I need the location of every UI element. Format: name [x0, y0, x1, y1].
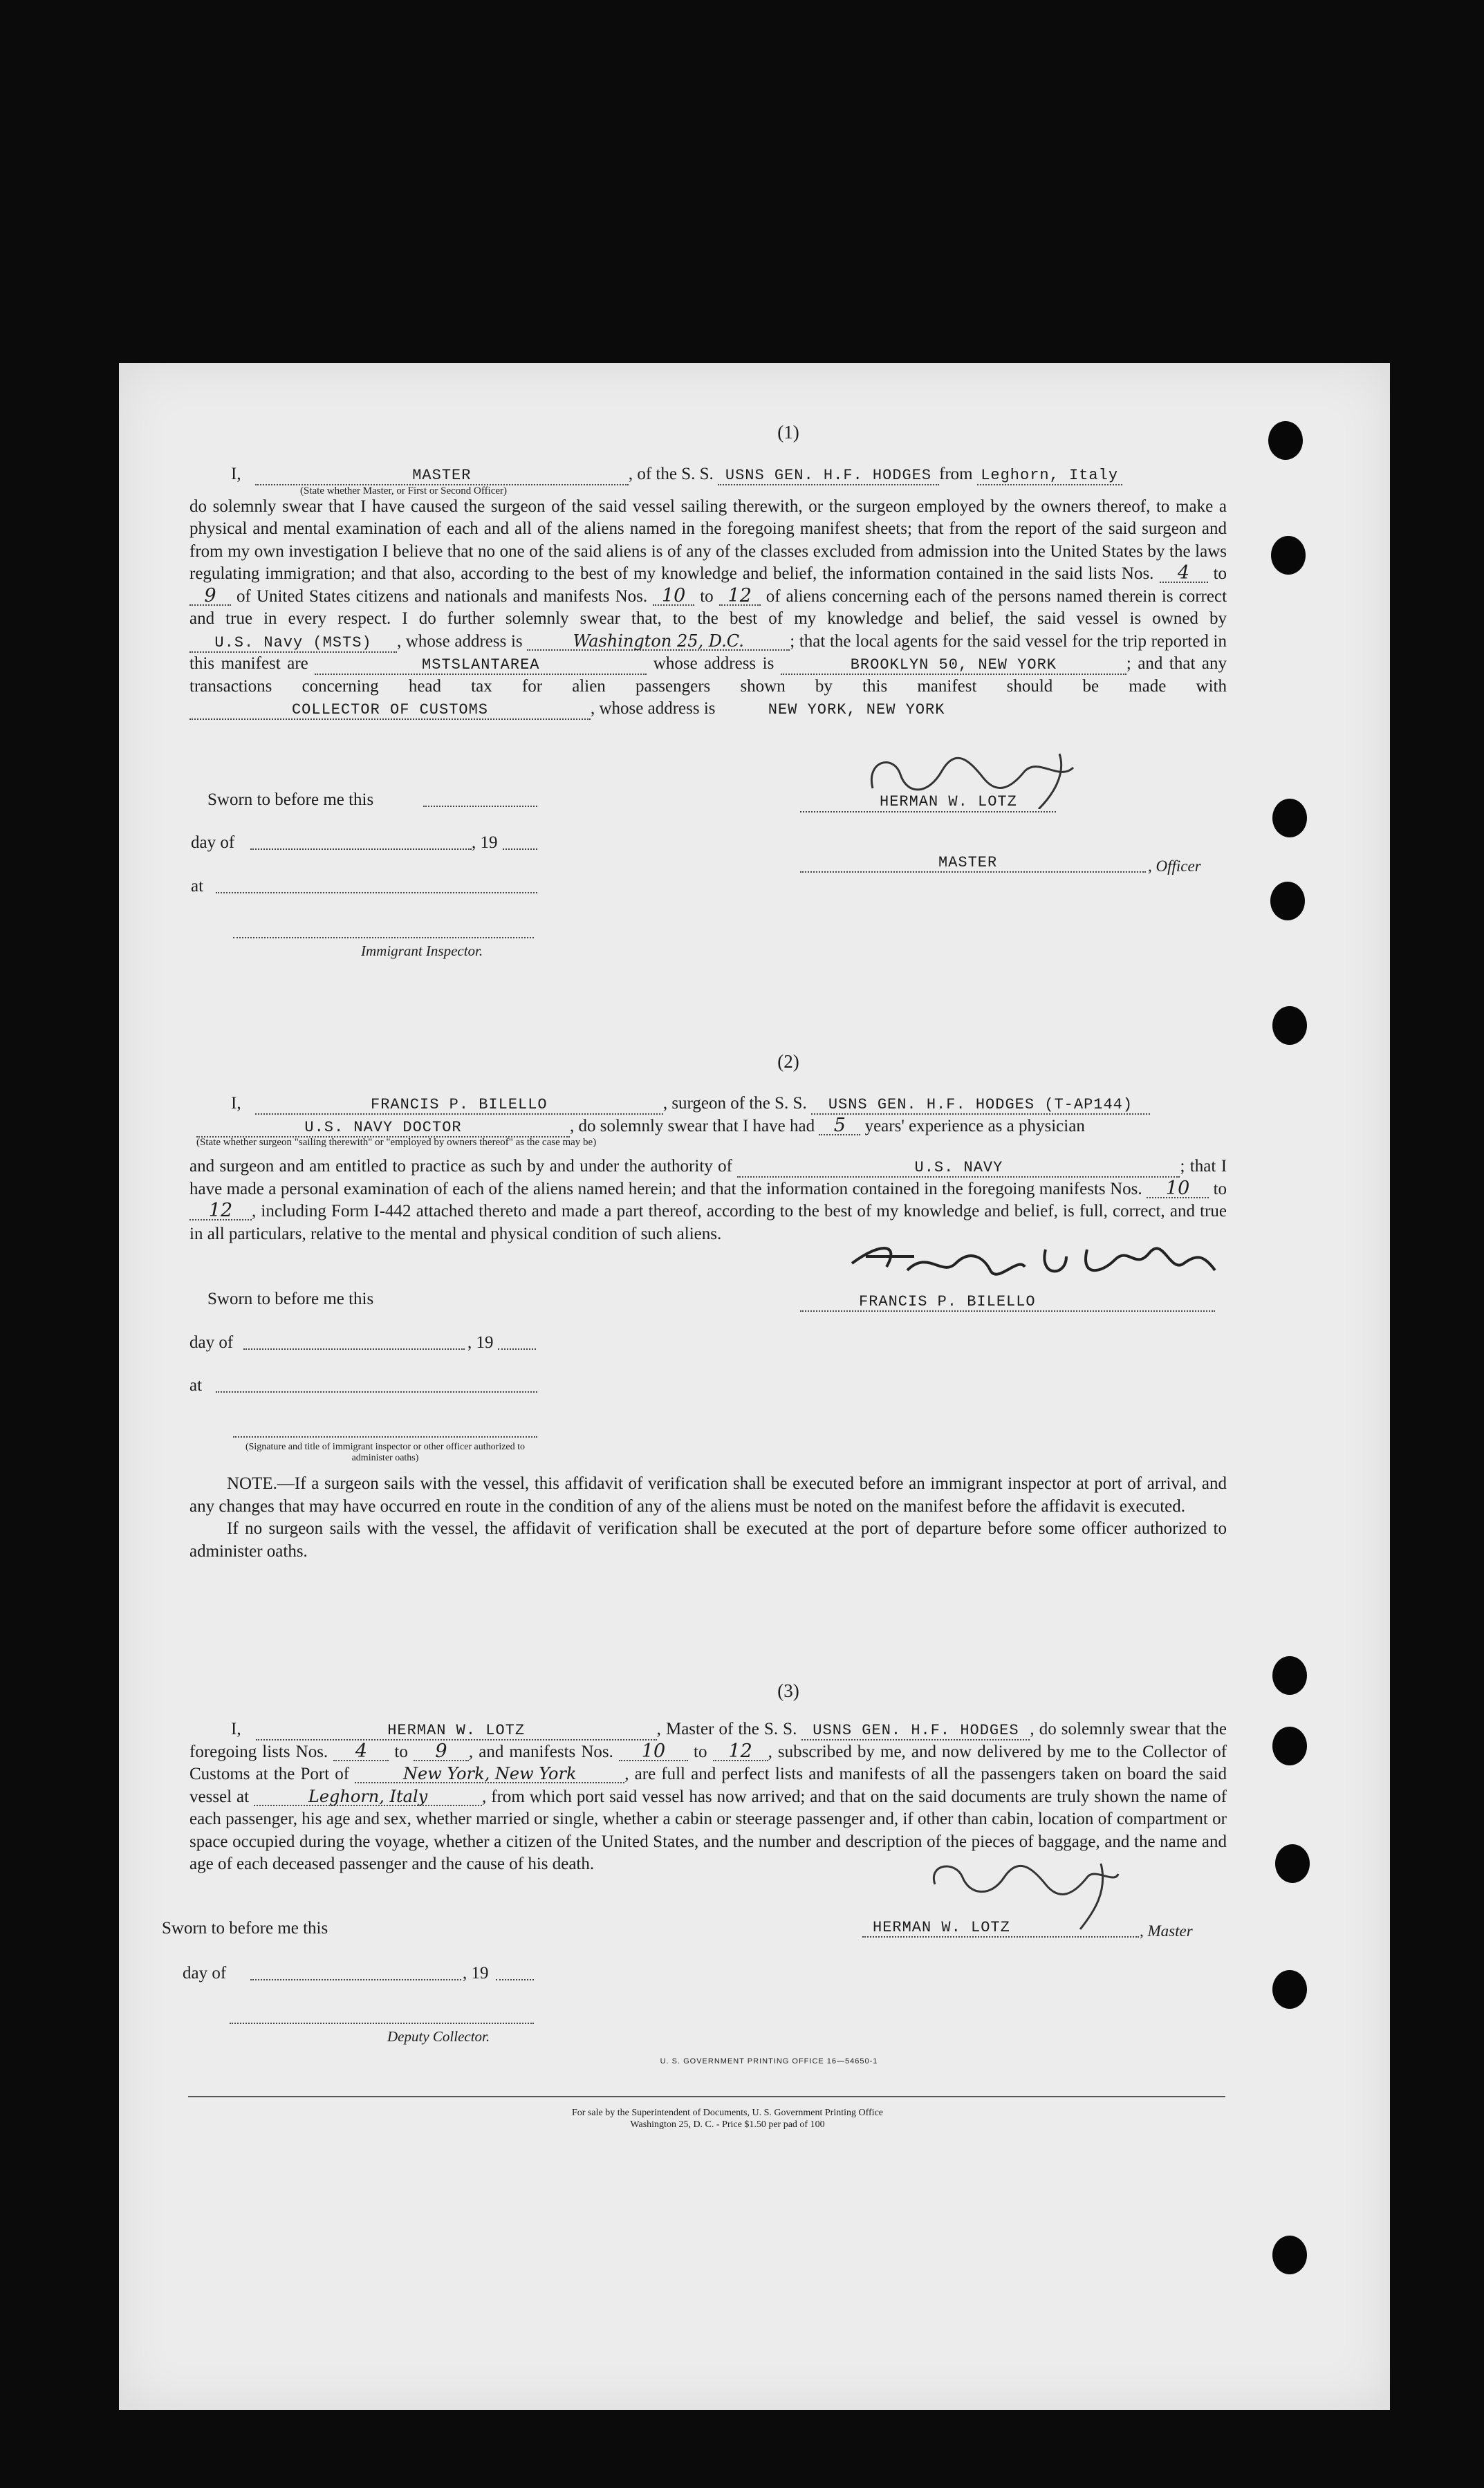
- port-from-field: Leghorn, Italy: [977, 467, 1122, 485]
- section-3-mid: , Master of the S. S.: [656, 1720, 797, 1738]
- section-3-text-4: , are full and perfect lists and manifests of all the passengers taken on board the said vessel at: [189, 1765, 1227, 1806]
- sale-line-2: Washington 25, D. C. - Price $1.50 per pad of 100: [630, 2119, 825, 2130]
- section-1-text-4: ; that the local agents for the said vessel for the trip reported in this manifest are: [189, 631, 1227, 673]
- section-1-number: (1): [777, 422, 799, 443]
- section-3-text-3: , subscribed by me, and now delivered by me to the Collector of Customs at the Port of: [189, 1742, 1227, 1783]
- manifests-to-field: 12: [719, 588, 761, 606]
- day-line-2: [243, 1348, 465, 1350]
- section-2-text-4: ; that I have made a personal examination of each of the aliens named herein; and that the information contained in the foregoing manifests Nos.: [189, 1157, 1227, 1198]
- section-2-oath: [189, 1093, 1227, 1245]
- year-line-1: [503, 848, 537, 850]
- section-3-text-2: , and manifests Nos.: [468, 1742, 613, 1761]
- sale-line-1: For sale by the Superintendent of Documents, U. S. Government Printing Office: [572, 2108, 883, 2118]
- master-sign-line-3: [862, 1936, 1139, 1938]
- gpo-imprint: U. S. GOVERNMENT PRINTING OFFICE 16—54650-1: [660, 2057, 878, 2065]
- sworn-label-2: Sworn to before me this: [207, 1290, 374, 1308]
- rank-note: (State whether Master, or First or Second Officer): [300, 485, 508, 496]
- note-paragraph-1: NOTE.—If a surgeon sails with the vessel, this affidavit of verification shall be executed before an immigrant inspector at port of arrival, and any changes that may have occurred en route in the condition of any of the aliens must be noted on the manifest before the affidavit is executed.: [189, 1474, 1227, 1516]
- lists-from-field-3: 4: [333, 1743, 389, 1761]
- note-paragraph-2: If no surgeon sails with the vessel, the affidavit of verification shall be executed at the port of departure before some officer authorized to administer oaths.: [189, 1519, 1227, 1561]
- surgeon-type-field: U.S. NAVY DOCTOR: [196, 1120, 570, 1138]
- years-field: 5: [819, 1117, 860, 1135]
- officer-line-1: [800, 871, 1146, 873]
- section-1-text-5: whose address is: [653, 654, 775, 673]
- collector-address-field: NEW YORK, NEW YORK: [768, 701, 945, 718]
- surgeon-sign-line: [800, 1310, 1215, 1312]
- punch-hole: [1272, 1970, 1307, 2009]
- vessel-name-field-3: USNS GEN. H.F. HODGES: [801, 1723, 1030, 1740]
- owner-field: U.S. Navy (MSTS): [189, 635, 397, 653]
- punch-hole: [1272, 799, 1307, 837]
- inspector-label-1: Immigrant Inspector.: [361, 943, 483, 959]
- section-1-text-3: , whose address is: [397, 631, 523, 651]
- section-1-text-7: , whose address is: [591, 699, 716, 718]
- section-3-oath: [189, 1718, 1227, 1876]
- surgeon-name-field: FRANCIS P. BILELLO: [255, 1097, 663, 1115]
- year-line-2: [498, 1348, 536, 1350]
- manifest-affidavit-page: [119, 363, 1390, 2410]
- master-signer-name-3: HERMAN W. LOTZ: [873, 1919, 1010, 1936]
- year-line-3: [496, 1979, 534, 1980]
- surgeon-signer-name: FRANCIS P. BILELLO: [859, 1293, 1036, 1310]
- master-sign-line-1: [800, 811, 1056, 813]
- owner-address-field: Washington 25, D.C.: [527, 633, 790, 651]
- punch-hole: [1272, 1727, 1307, 1765]
- section-2-pre: I,: [231, 1094, 241, 1113]
- surgeon-note-block: [189, 1473, 1227, 1563]
- day-line-1: [250, 848, 472, 850]
- to-word-3: to: [394, 1742, 408, 1761]
- sig-note-2: (Signature and title of immigrant inspector or other officer authorized to administer oaths): [245, 1442, 526, 1463]
- inspector-line-2: [233, 1436, 537, 1438]
- master-label-3: , Master: [1140, 1922, 1193, 1940]
- manifests-to-field-2: 12: [189, 1203, 252, 1220]
- to-word-3b: to: [694, 1742, 707, 1761]
- master-signer-name-1: HERMAN W. LOTZ: [880, 793, 1017, 810]
- at-label-1: at: [191, 877, 204, 895]
- section-3-text-1: , do solemnly swear that the foregoing lists Nos.: [189, 1720, 1227, 1761]
- collector-field: COLLECTOR OF CUSTOMS: [189, 702, 591, 720]
- to-word: to: [1213, 564, 1227, 583]
- at-line-2: [216, 1391, 537, 1393]
- section-1-oath: [189, 463, 1227, 721]
- day-line-3: [250, 1979, 461, 1980]
- collector-line-3: [230, 2023, 534, 2024]
- sworn-line-1: [423, 806, 537, 807]
- master-name-field: HERMAN W. LOTZ: [256, 1723, 657, 1740]
- day-of-label-2: day of: [189, 1333, 234, 1352]
- lists-from-field: 4: [1160, 565, 1208, 583]
- lists-to-field-3: 9: [414, 1743, 469, 1761]
- section-2-text-3: and surgeon and am entitled to practice as such by and under the authority of: [189, 1157, 733, 1176]
- section-3-pre: I,: [231, 1720, 241, 1738]
- punch-hole: [1268, 421, 1303, 460]
- port-from-field-3: Leghorn, Italy: [254, 1788, 482, 1806]
- sworn-label-3: Sworn to before me this: [162, 1919, 328, 1938]
- to-word: to: [700, 586, 714, 606]
- punch-hole: [1272, 1656, 1307, 1695]
- sworn-label-1: Sworn to before me this: [207, 790, 374, 809]
- surgeon-note: (State whether surgeon "sailing therewith" or "employed by owners thereof" as the case may be): [196, 1137, 597, 1148]
- section-1-text-2a: of United States citizens and nationals and manifests Nos.: [236, 586, 648, 606]
- vessel-name-field: USNS GEN. H.F. HODGES: [718, 467, 939, 485]
- section-2-text-1: , do solemnly swear that I have had: [570, 1116, 815, 1135]
- section-3-text-5: , from which port said vessel has now arrived; and that on the said documents are truly shown the name of each passenger, his age and sex, whether married or single, whether a cabin or steerage passenger and, if other than cabin, location of compartment or space occupied during the voyage, whether a citizen of the United States, and the number and description of the pieces of baggage, and the name and age of each deceased passenger and the cause of his death.: [189, 1787, 1227, 1873]
- manifests-from-field-2: 10: [1147, 1180, 1209, 1198]
- officer-label-1: , Officer: [1148, 857, 1201, 875]
- year-label-1: , 19: [472, 833, 498, 852]
- day-of-label-3: day of: [183, 1964, 227, 1983]
- vessel-name-field-2: USNS GEN. H.F. HODGES (T-AP144): [811, 1097, 1150, 1115]
- manifests-to-field-3: 12: [713, 1743, 768, 1761]
- punch-hole: [1271, 536, 1306, 575]
- section-1-pre: I,: [231, 465, 241, 483]
- section-1-text-1: do solemnly swear that I have caused the surgeon of the said vessel sailing therewith, or the surgeon employed by the owners thereof, to make a physical and mental examination of each and all of the aliens named in the foregoing manifest sheets; that from the report of the said surgeon and from my own investigation I believe that no one of the said aliens is of any of the classes excluded from admission into the United States by the laws regulating immigration; and that also, according to the best of my knowledge and belief, the information contained in the said lists Nos.: [189, 496, 1227, 583]
- surgeon-signature: [838, 1236, 1225, 1291]
- section-1-text-6: ; and that any transactions concerning head tax for alien passengers shown by this manifest should be made with: [189, 654, 1227, 696]
- lists-to-field: 9: [189, 588, 231, 606]
- manifests-from-field-3: 10: [619, 1743, 688, 1761]
- officer-title-1: MASTER: [938, 854, 998, 871]
- section-2-text-2: years' experience as a physician: [864, 1116, 1085, 1135]
- officer-rank-field: MASTER: [255, 467, 629, 485]
- at-line-1: [216, 892, 537, 893]
- section-2-number: (2): [777, 1051, 799, 1072]
- agents-address-field: BROOKLYN 50, NEW YORK: [781, 657, 1126, 675]
- punch-hole: [1272, 1006, 1307, 1045]
- port-field-3: New York, New York: [355, 1765, 624, 1783]
- punch-hole: [1275, 1844, 1310, 1883]
- day-of-label-1: day of: [191, 833, 235, 852]
- punch-hole: [1270, 882, 1305, 920]
- to-word-2: to: [1213, 1179, 1227, 1198]
- year-label-3: , 19: [463, 1964, 489, 1983]
- section-2-text-5: , including Form I-442 attached thereto and made a part thereof, according to the best of my knowledge and belief, is full, correct, and true in all particulars, relative to the mental and physical condition of such aliens.: [189, 1202, 1227, 1243]
- section-1-text-2b: of aliens concerning each of the persons named therein is correct and true in every respect. I do further solemnly swear that, to the best of my knowledge and belief, the said vessel is owned by: [189, 586, 1227, 628]
- section-2-mid: , surgeon of the S. S.: [662, 1094, 807, 1113]
- year-label-2: , 19: [467, 1333, 494, 1352]
- footer-rule: [188, 2096, 1225, 2097]
- inspector-line-1: [233, 937, 534, 938]
- punch-hole: [1272, 2236, 1307, 2274]
- agents-field: MSTSLANTAREA: [315, 657, 647, 675]
- authority-field: U.S. NAVY: [737, 1160, 1180, 1178]
- deputy-collector-label: Deputy Collector.: [387, 2028, 490, 2045]
- section-1-of-ss: , of the S. S.: [628, 465, 714, 483]
- manifests-from-field: 10: [653, 588, 694, 606]
- at-label-2: at: [189, 1376, 203, 1395]
- section-1-from: from: [939, 465, 973, 483]
- section-3-number: (3): [777, 1680, 799, 1701]
